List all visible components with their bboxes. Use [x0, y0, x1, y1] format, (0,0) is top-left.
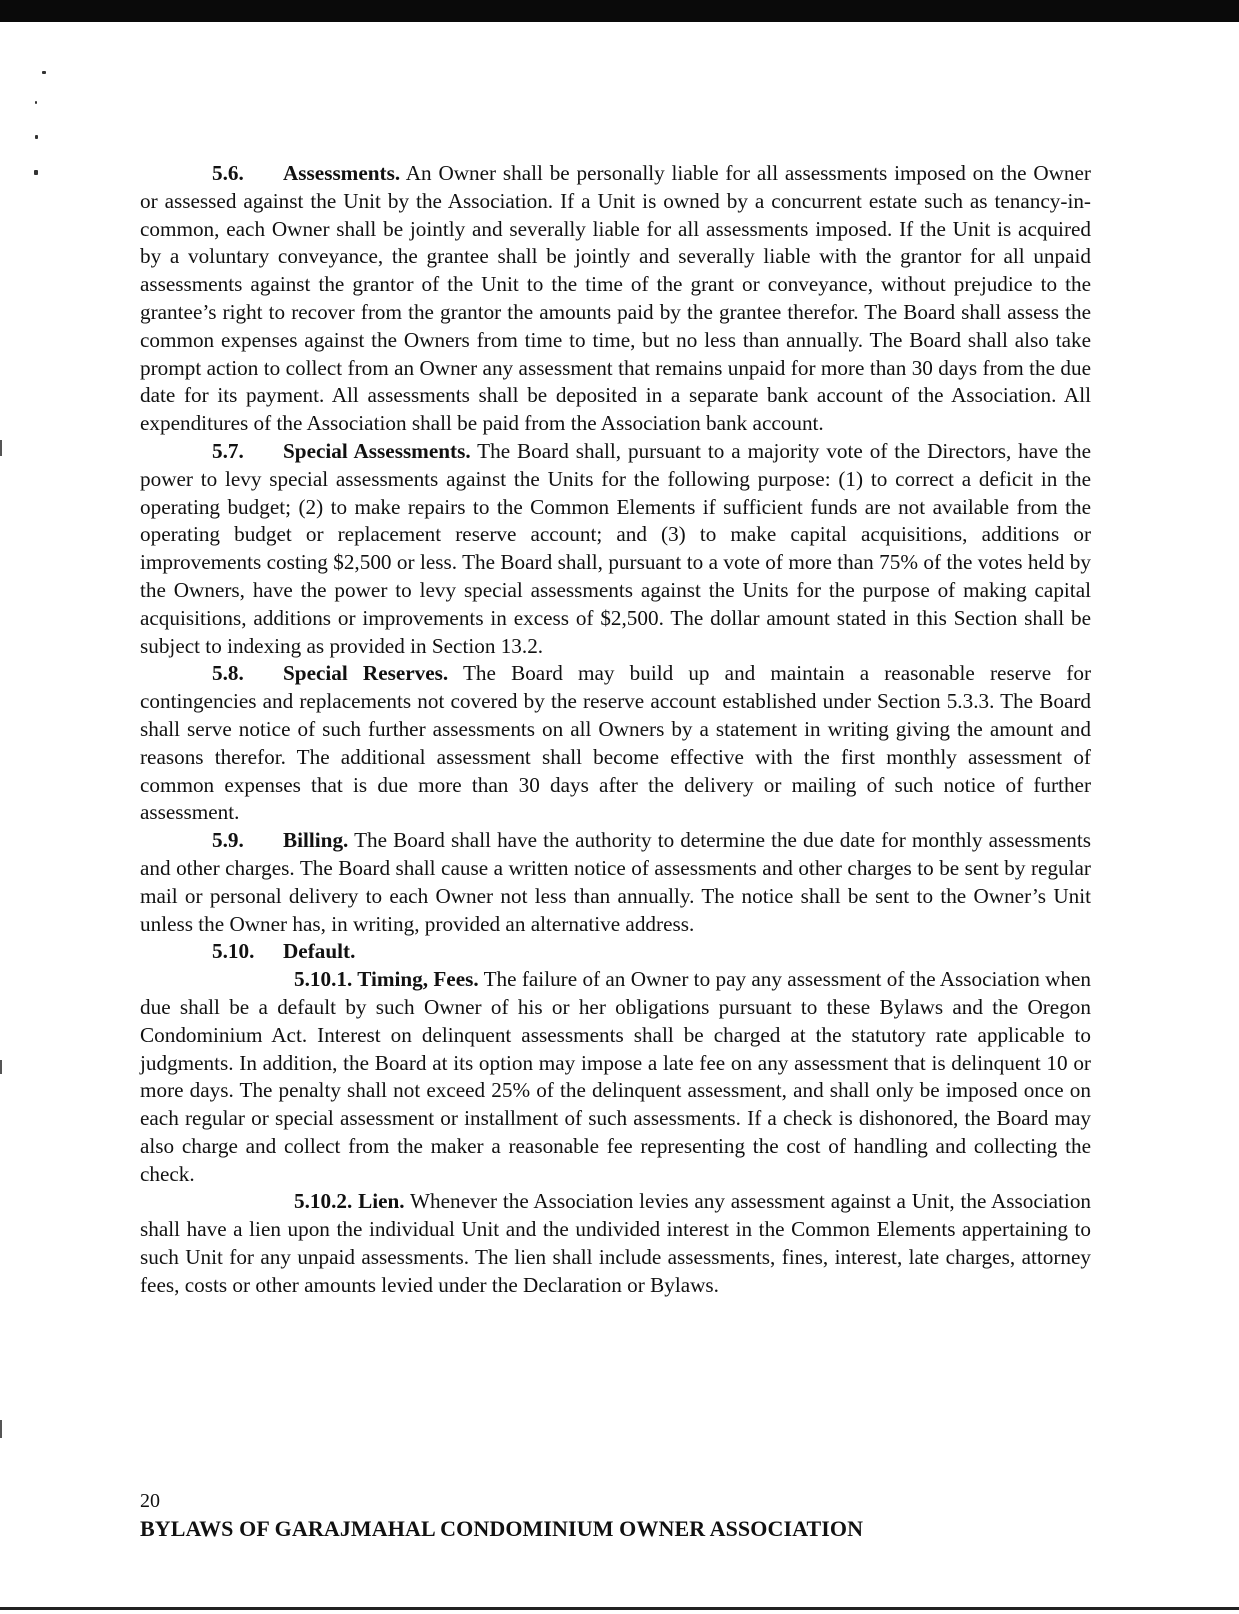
document-body	[140, 160, 1091, 1300]
section-text: The Board shall have the authority to determine the due date for monthly assessments and other charges. The Board shall cause a written notice of assessments and other charges to be sent by regular mail or personal delivery to each Owner not less than annually. The notice shall be sent to the Owner’s Unit unless the Owner has, in writing, provided an alternative address.	[140, 828, 1092, 936]
scan-speck	[42, 71, 46, 74]
section-text: An Owner shall be personally liable for all assessments imposed on the Owner or assessed against the Unit by the Association. If a Unit is owned by a concurrent estate such as tenancy-in-common, each Owner shall be jointly and severally liable for all assessments imposed. If the Unit is acquired by a voluntary conveyance, the grantee shall be jointly and severally liable with the grantor for all unpaid assessments against the grantor of the Unit to the time of the grant or conveyance, without prejudice to the grantee’s right to recover from the grantor the amounts paid by the grantee therefor. The Board shall assess the common expenses against the Owners from time to time, but no less than annually. The Board shall also take prompt action to collect from an Owner any assessment that remains unpaid for more than 30 days from the due date for its payment. All assessments shall be deposited in a separate bank account of the Association. All expenditures of the Association shall be paid from the Association bank account.	[140, 161, 1091, 436]
subsection-number: 5.10.1.	[294, 967, 353, 992]
scan-top-band	[0, 0, 1239, 22]
subsection-text: Whenever the Association levies any assessment against a Unit, the Association shall have a lien upon the individual Unit and the undivided interest in the Common Elements appertaining to such Unit for any unpaid assessments. The lien shall include assessments, fines, interest, late charges, attorney fees, costs or other amounts levied under the Declaration or Bylaws.	[140, 1189, 1092, 1297]
section-5-8	[140, 660, 1091, 827]
section-title: Special Reserves.	[283, 661, 449, 686]
section-5-7	[140, 438, 1091, 660]
section-title: Default.	[283, 939, 356, 964]
scan-speck	[35, 101, 37, 104]
subsection-number: 5.10.2.	[294, 1189, 353, 1214]
subsection-5-10-1	[140, 966, 1091, 1188]
subsection-text: The failure of an Owner to pay any assessment of the Association when due shall be a default by such Owner of his or her obligations pursuant to these Bylaws and the Oregon Condominium Act. Interest on delinquent assessments shall be charged at the statutory rate applicable to judgments. In addition, the Board at its option may impose a late fee on any assessment that is delinquent 10 or more days. The penalty shall not exceed 25% of the delinquent assessment, and shall only be imposed once on each regular or special assessment or installment of such assessments. If a check is dishonored, the Board may also charge and collect from the maker a reasonable fee representing the cost of handling and collecting the check.	[140, 967, 1091, 1186]
section-number: 5.7.	[212, 438, 244, 463]
scan-speck	[34, 170, 38, 175]
section-title: Special Assessments.	[283, 438, 471, 463]
section-number: 5.9.	[212, 828, 244, 853]
subsection-title: Lien.	[358, 1189, 405, 1214]
scan-edge-mark	[0, 1420, 2, 1438]
scan-edge-mark	[0, 1060, 2, 1074]
section-5-10	[140, 938, 1091, 966]
section-number: 5.10.	[212, 939, 255, 964]
section-5-6	[140, 160, 1091, 438]
subsection-5-10-2	[140, 1188, 1091, 1299]
section-text: The Board shall, pursuant to a majority vote of the Directors, have the power to levy special assessments against the Units for the following purpose: (1) to correct a deficit in the operating budget; (2) to make repairs to the Common Elements if sufficient funds are not available from the operating budget or replacement reserve account; and (3) to make capital acquisitions, additions or improvements costing $2,500 or less. The Board shall, pursuant to a vote of more than 75% of the votes held by the Owners, have the power to levy special assessments against the Units for the purpose of making capital acquisitions, additions or improvements in excess of $2,500. The dollar amount stated in this Section shall be subject to indexing as provided in Section 13.2.	[140, 438, 1091, 658]
page-number: 20	[140, 1490, 160, 1512]
section-number: 5.8.	[212, 661, 244, 686]
subsection-title: Timing, Fees.	[357, 967, 479, 992]
section-title: Billing.	[283, 828, 349, 853]
scan-bottom-rule	[0, 1607, 1239, 1610]
section-number: 5.6.	[212, 161, 244, 185]
scan-edge-mark	[0, 440, 2, 456]
scan-speck	[35, 135, 38, 139]
section-text: The Board may build up and maintain a reasonable reserve for contingencies and replacements not covered by the reserve account established under Section 5.3.3. The Board shall serve notice of such further assessments on all Owners by a statement in writing giving the amount and reasons therefor. The additional assessment shall become effective with the first monthly assessment of common expenses that is due more than 30 days after the delivery or mailing of such notice of further assessment.	[140, 661, 1092, 825]
section-5-9	[140, 827, 1091, 938]
section-title: Assessments.	[283, 161, 401, 185]
document-title: BYLAWS OF GARAJMAHAL CONDOMINIUM OWNER ASSOCIATION	[140, 1516, 864, 1541]
